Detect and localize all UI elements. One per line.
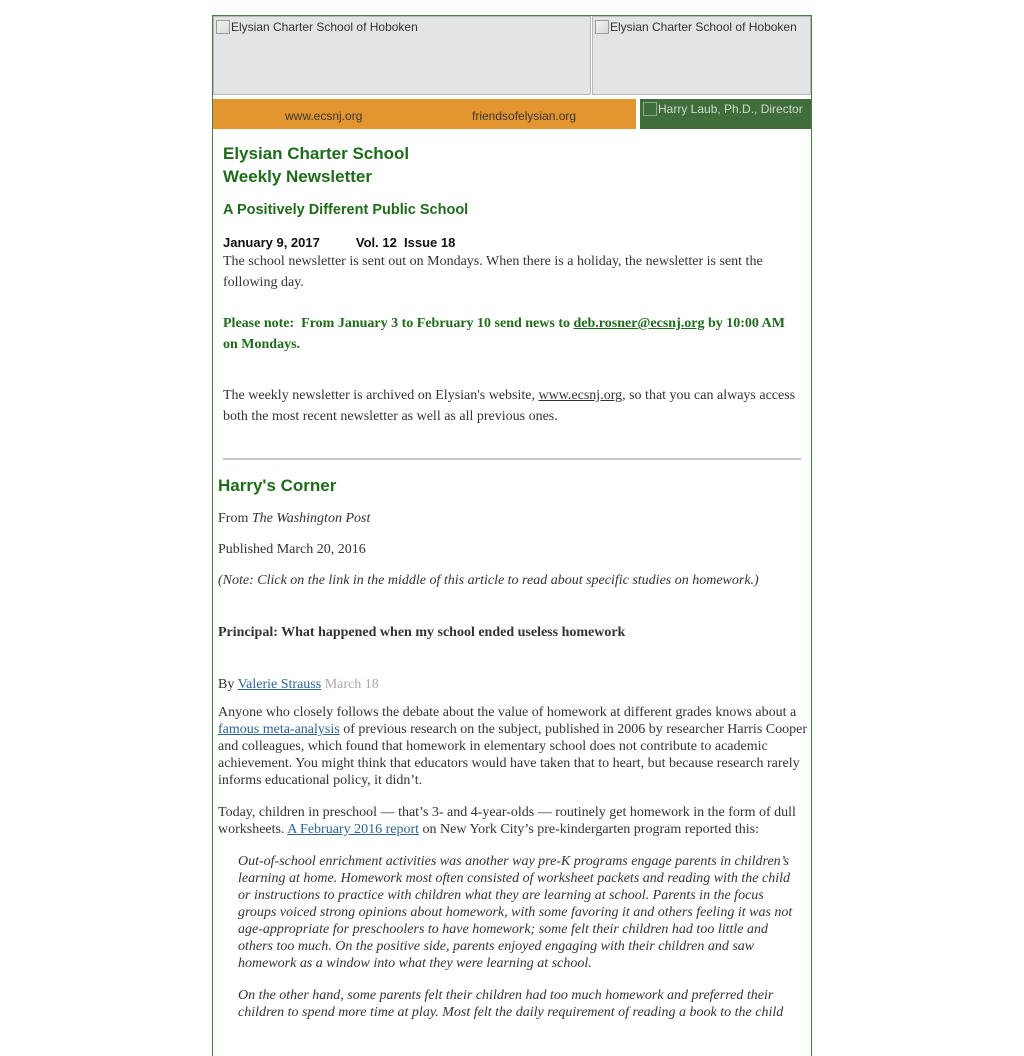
- notice-suffix: by 10:00 AM on Mondays.: [223, 316, 785, 352]
- archive-link[interactable]: www.ecsnj.org: [538, 388, 623, 403]
- title-line-2: Weekly Newsletter: [223, 167, 372, 186]
- article-paragraph-1: [218, 704, 808, 789]
- para1-prefix: Anyone who closely follows the debate about the value of homework at different grades knows about a: [218, 705, 797, 720]
- article-source: [218, 510, 370, 527]
- article-headline: Principal: What happened when my school ended useless homework: [218, 625, 626, 640]
- intro-text: The school newsletter is sent out on Mondays. When there is a holiday, the newsletter is sent the following day.: [223, 254, 763, 290]
- archive-text: [223, 385, 803, 427]
- issue-volume: Vol. 12 Issue 18: [355, 235, 456, 250]
- header-image-right-alt: Elysian Charter School of Hoboken: [610, 20, 797, 34]
- para1-suffix: of previous research on the subject, published in 2006 by researcher Harris Cooper and colleagues, which found that homework in elementary school does not contribute to academic achievement. You might think that educators would have taken that to heart, but because research rarely informs educational policy, it didn’t.: [218, 722, 807, 788]
- notice-prefix: Please note: From January 3 to February 10 send news to: [223, 316, 574, 331]
- newsletter-title: [223, 142, 409, 188]
- report-link[interactable]: A February 2016 report: [287, 822, 420, 837]
- notice-email-link[interactable]: deb.rosner@ecsnj.org: [573, 316, 705, 331]
- title-line-1: Elysian Charter School: [223, 144, 410, 163]
- source-name: The Washington Post: [251, 511, 371, 526]
- meta-analysis-link[interactable]: famous meta-analysis: [218, 722, 340, 737]
- author-link[interactable]: Valerie Strauss: [237, 677, 322, 692]
- para2-suffix: on New York City’s pre-kindergarten program reported this:: [419, 822, 759, 837]
- notice-text: [223, 313, 803, 355]
- director-image: [640, 99, 811, 129]
- article-byline: [218, 676, 379, 693]
- header-image-left-alt: Elysian Charter School of Hoboken: [231, 20, 418, 34]
- header-image-left: [213, 16, 591, 95]
- archive-suffix: , so that you can always access both the most recent newsletter as well as all previous ones.: [223, 388, 796, 424]
- blockquote-2: On the other hand, some parents felt their children had too much homework and preferred their children to spend more time at play. Most felt the daily requirement of reading a book to the child: [238, 988, 784, 1020]
- newsletter-frame: [212, 15, 812, 1056]
- header-image-right: [592, 16, 811, 95]
- issue-date: January 9, 2017: [223, 235, 320, 250]
- broken-image-icon: [595, 20, 609, 34]
- source-prefix: From: [218, 511, 252, 526]
- para2-prefix: Today, children in preschool — that’s 3- and 4-year-olds — routinely get homework in the form of dull worksheets.: [218, 805, 796, 837]
- divider: [223, 458, 801, 460]
- byline-prefix: By: [218, 677, 238, 692]
- article-paragraph-2: [218, 804, 808, 838]
- article-note: (Note: Click on the link in the middle of this article to read about specific studies on homework.): [218, 573, 759, 588]
- broken-image-icon: [216, 20, 230, 34]
- director-image-alt: Harry Laub, Ph.D., Director: [658, 102, 803, 116]
- author-date: March 18: [321, 677, 379, 692]
- dateline: [223, 235, 455, 250]
- section-title: Harry's Corner: [218, 476, 337, 495]
- archive-prefix: The weekly newsletter is archived on Elysian's website,: [223, 388, 539, 403]
- broken-image-icon: [643, 102, 657, 116]
- links-bar: [213, 99, 636, 129]
- link-friends-of-elysian[interactable]: friendsofelysian.org: [472, 109, 577, 123]
- link-ecsnj[interactable]: www.ecsnj.org: [285, 109, 363, 123]
- tagline: A Positively Different Public School: [223, 202, 469, 218]
- blockquote-1: Out-of-school enrichment activities was another way pre-K programs engage parents in children’s learning at home. Homework most often consisted of worksheet packets and reading with the child or instructions to practice with children what they are learning at school. Parents in the focus groups voiced strong opinions about homework, with some favoring it and others feeling it was not age-appropriate for preschoolers to have homework; some felt their children had too little and others too much. On the positive side, parents enjoyed engaging with their children and saw homework as a window into what they were learning at school.: [238, 854, 793, 971]
- article-published: Published March 20, 2016: [218, 542, 366, 557]
